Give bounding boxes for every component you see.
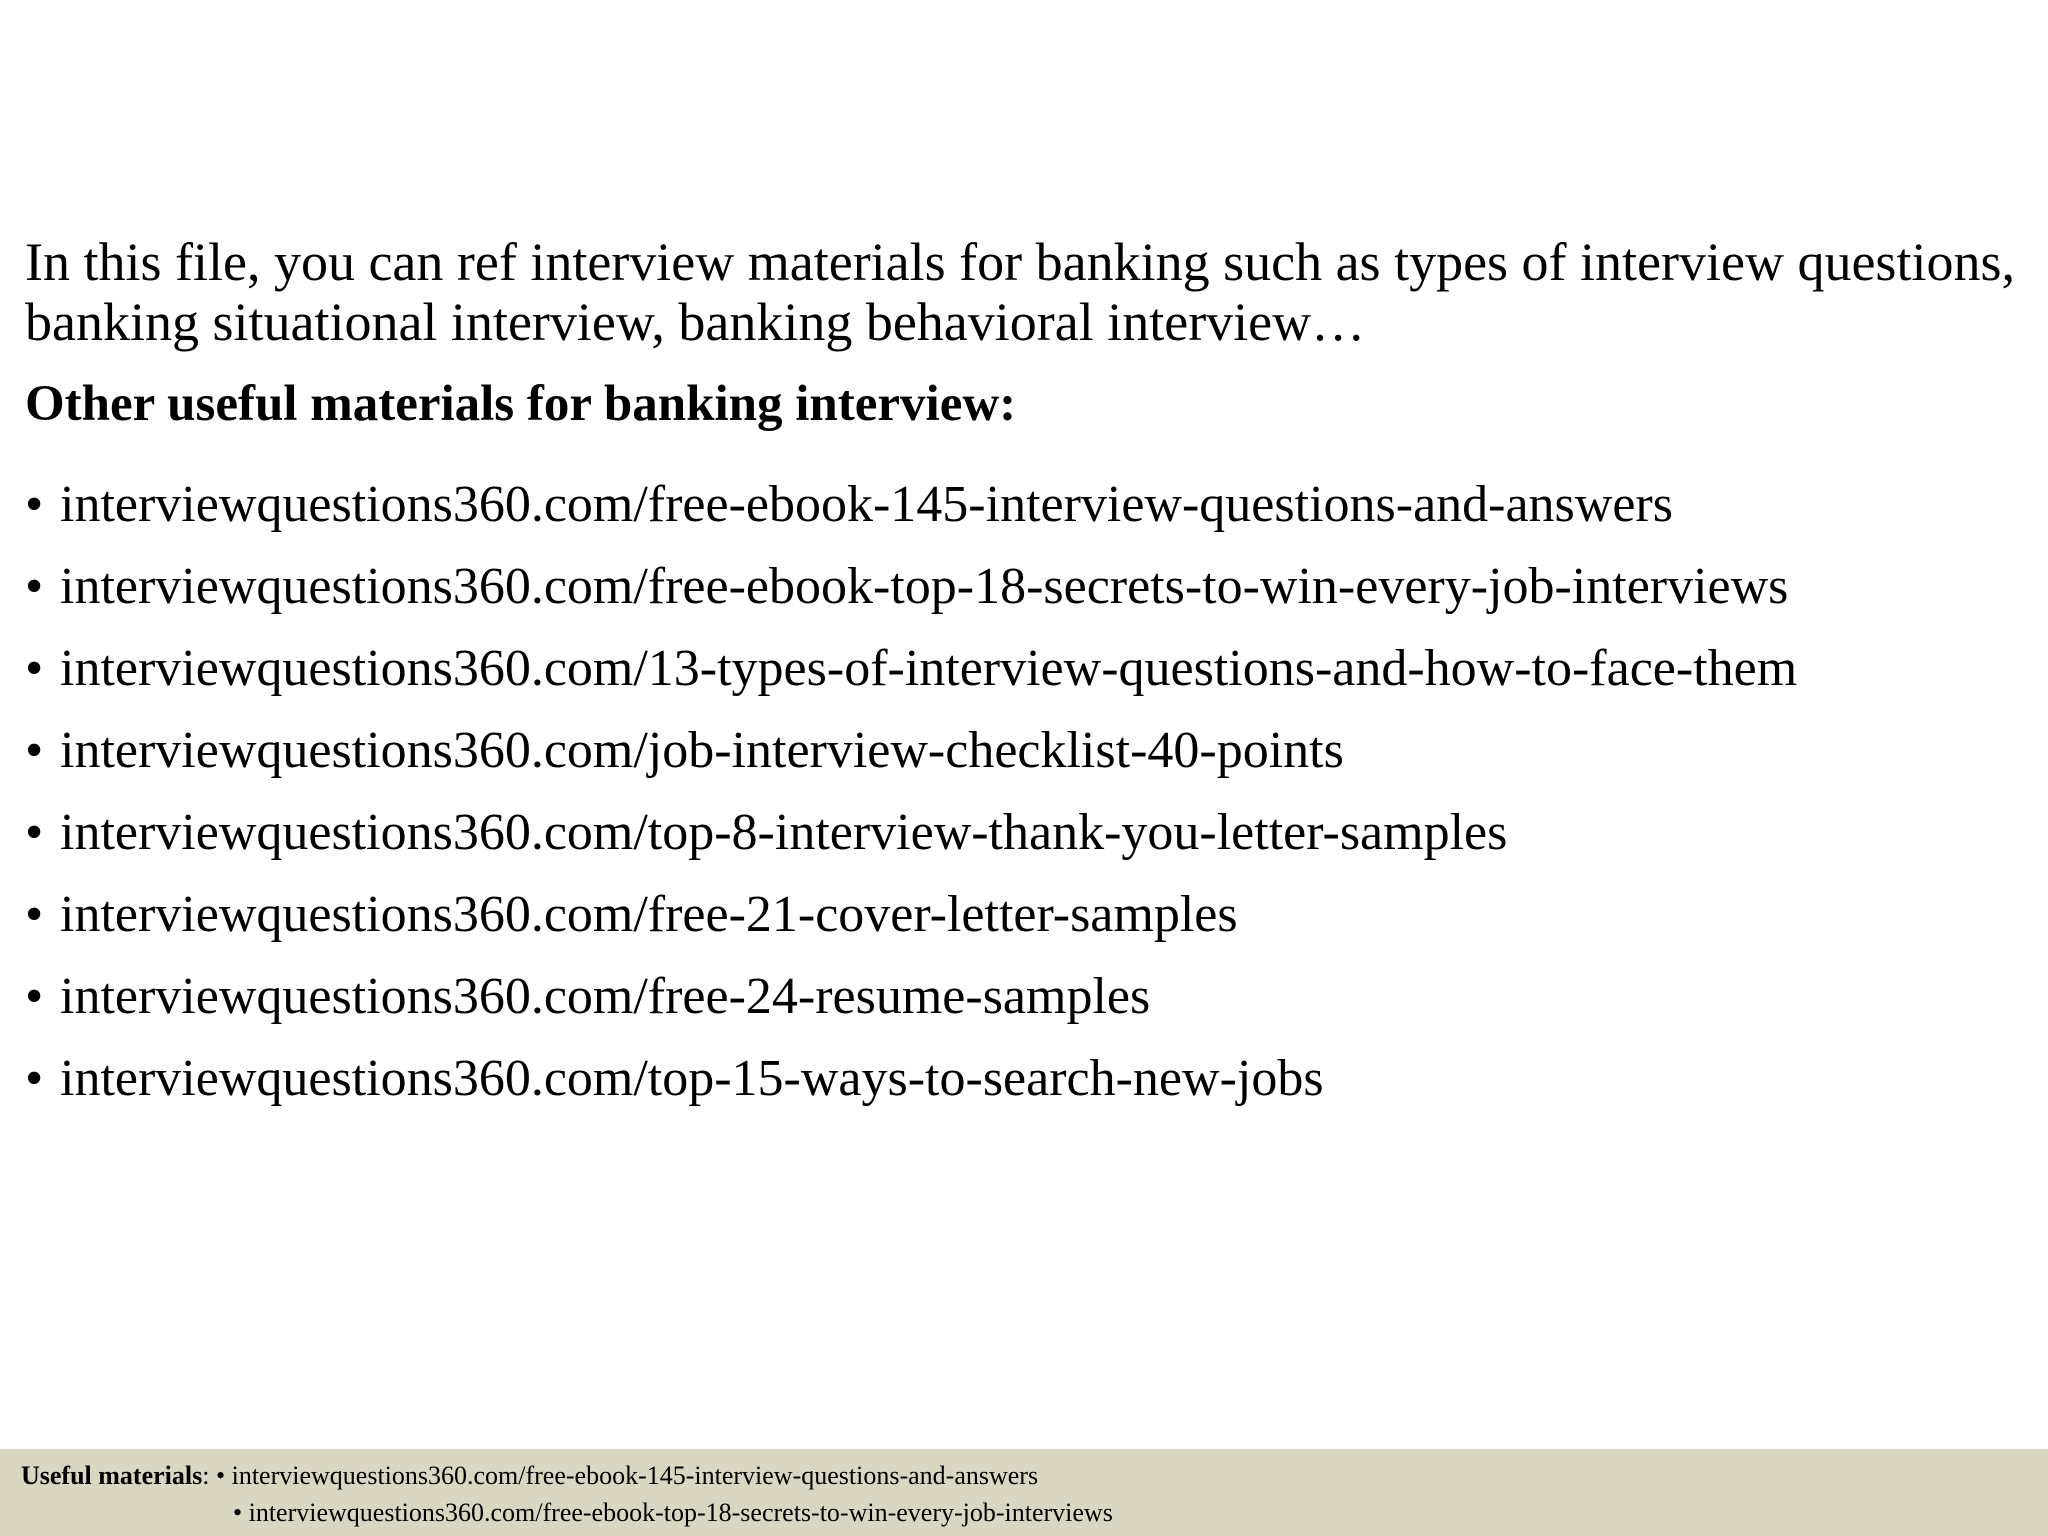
materials-link-list: [25, 464, 2015, 1120]
footer-link[interactable]: interviewquestions360.com/free-ebook-top-18-secrets-to-win-every-job-interviews: [248, 1498, 1113, 1527]
bullet-icon: •: [215, 1461, 226, 1490]
materials-link-text[interactable]: interviewquestions360.com/free-24-resume-samples: [60, 968, 1151, 1025]
bullet-icon: •: [25, 968, 44, 1025]
materials-link-text[interactable]: interviewquestions360.com/job-interview-checklist-40-points: [60, 722, 1344, 779]
bullet-icon: •: [25, 722, 44, 779]
bullet-icon: •: [25, 558, 44, 615]
slide-content: [25, 232, 2015, 1120]
footer-bar: [0, 1449, 2048, 1536]
materials-link-text[interactable]: interviewquestions360.com/13-types-of-interview-questions-and-how-to-face-them: [60, 640, 1798, 697]
materials-link-text[interactable]: interviewquestions360.com/free-ebook-top-18-secrets-to-win-every-job-interviews: [60, 558, 1789, 615]
footer-link[interactable]: interviewquestions360.com/free-ebook-145-interview-questions-and-answers: [231, 1461, 1039, 1490]
bullet-icon: •: [233, 1498, 243, 1527]
materials-link-item[interactable]: [25, 710, 2015, 792]
materials-link-item[interactable]: [25, 628, 2015, 710]
bullet-icon: •: [25, 1050, 44, 1107]
bullet-icon: •: [25, 886, 44, 943]
materials-link-item[interactable]: [25, 1038, 2015, 1120]
footer-label: Useful materials: [21, 1461, 203, 1490]
materials-link-text[interactable]: interviewquestions360.com/free-ebook-145-interview-questions-and-answers: [60, 476, 1673, 533]
bullet-icon: •: [25, 640, 44, 697]
bullet-icon: •: [25, 476, 44, 533]
materials-link-text[interactable]: interviewquestions360.com/top-15-ways-to-search-new-jobs: [60, 1050, 1324, 1107]
materials-heading: Other useful materials for banking interview:: [25, 376, 1017, 432]
materials-link-item[interactable]: [25, 546, 2015, 628]
materials-link-item[interactable]: [25, 464, 2015, 546]
footer-separator: :: [202, 1461, 216, 1490]
materials-link-item[interactable]: [25, 792, 2015, 874]
materials-link-text[interactable]: interviewquestions360.com/top-8-interview-thank-you-letter-samples: [60, 804, 1508, 861]
materials-link-item[interactable]: [25, 874, 2015, 956]
bullet-icon: •: [25, 804, 44, 861]
footer-content: [21, 1457, 1113, 1531]
footer-line: [21, 1457, 1113, 1494]
intro-paragraph: In this file, you can ref interview materials for banking such as types of interview questions, banking situational interview, banking behavioral interview…: [25, 232, 2015, 352]
footer-line: [21, 1494, 1113, 1531]
materials-link-item[interactable]: [25, 956, 2015, 1038]
materials-link-text[interactable]: interviewquestions360.com/free-21-cover-letter-samples: [60, 886, 1238, 943]
